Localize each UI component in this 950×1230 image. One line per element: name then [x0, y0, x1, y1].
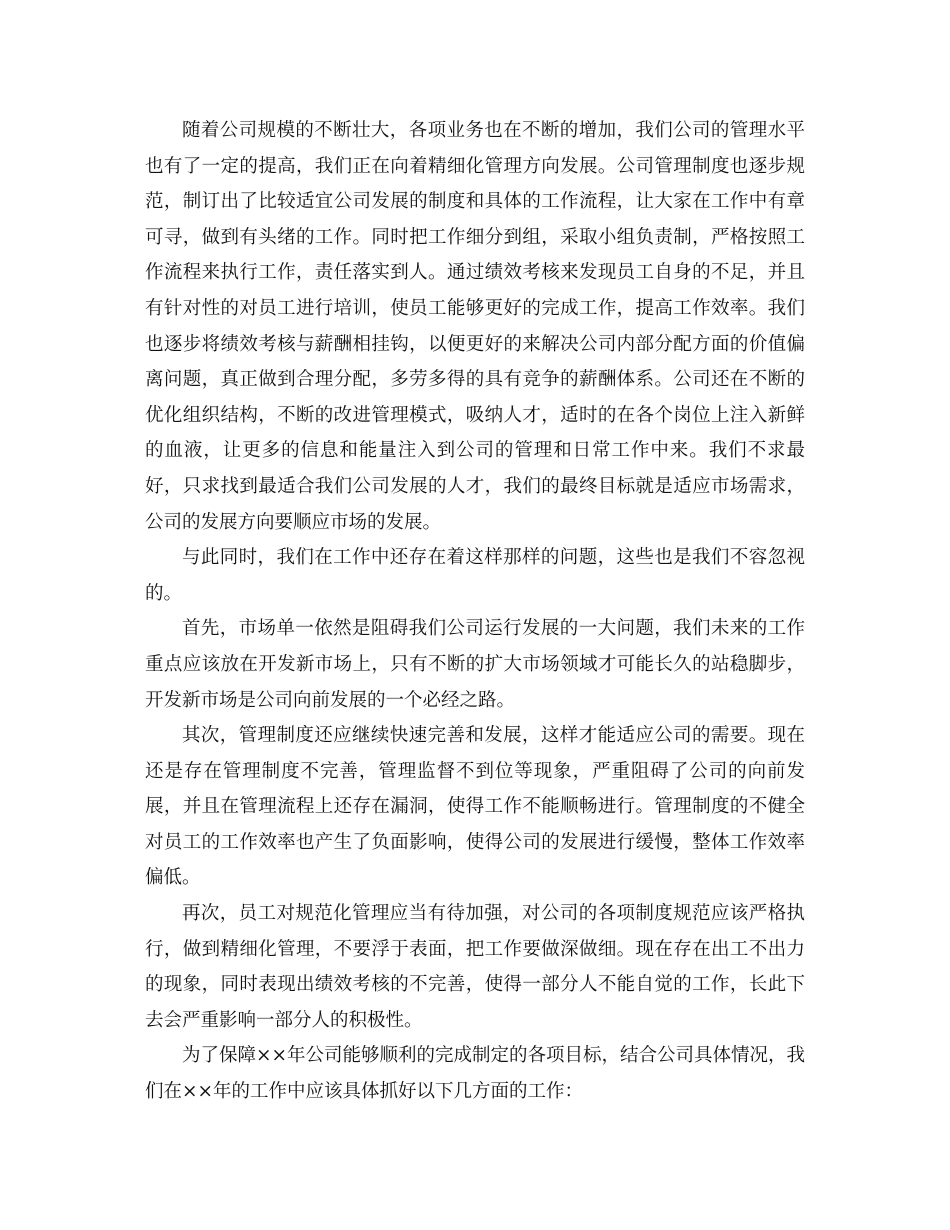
- paragraph-first-market: 首先，市场单一依然是阻碍我们公司运行发展的一大问题，我们未来的工作重点应该放在开发新市场上，只有不断的扩大市场领域才可能长久的站稳脚步，开发新市场是公司向前发展的一个必经之路。: [145, 618, 805, 711]
- paragraph-company-growth: 随着公司规模的不断壮大，各项业务也在不断的增加，我们公司的管理水平也有了一定的提高，我们正在向着精细化管理方向发展。公司管理制度也逐步规范，制订出了比较适宜公司发展的制度和具体的工作流程，让大家在工作中有章可寻，做到有头绪的工作。同时把工作细分到组，采取小组负责制，严格按照工作流程来执行工作，责任落实到人。通过绩效考核来发现员工自身的不足，并且有针对性的对员工进行培训，使员工能够更好的完成工作，提高工作效率。我们也逐步将绩效考核与薪酬相挂钩，以便更好的来解决公司内部分配方面的价值偏离问题，真正做到合理分配，多劳多得的具有竞争的薪酬体系。公司还在不断的优化组织结构，不断的改进管理模式，吸纳人才，适时的在各个岗位上注入新鲜的血液，让更多的信息和能量注入到公司的管理和日常工作中来。我们不求最好，只求找到最适合我们公司发展的人才，我们的最终目标就是适应市场需求，公司的发展方向要顺应市场的发展。: [145, 120, 805, 533]
- paragraph-third-standardization: 再次，员工对规范化管理应当有待加强，对公司的各项制度规范应该严格执行，做到精细化管理，不要浮于表面，把工作要做深做细。现在存在出工不出力的现象，同时表现出绩效考核的不完善，使得一部分人不能自觉的工作，长此下去会严重影响一部分人的积极性。: [145, 903, 805, 1031]
- paragraph-existing-problems: 与此同时，我们在工作中还存在着这样那样的问题，这些也是我们不容忽视的。: [145, 547, 805, 604]
- paragraph-goals-intro: 为了保障××年公司能够顺利的完成制定的各项目标，结合公司具体情况，我们在××年的工作中应该具体抓好以下几方面的工作：: [145, 1045, 806, 1103]
- paragraph-second-management: 其次，管理制度还应继续快速完善和发展，这样才能适应公司的需要。现在还是存在管理制度不完善，管理监督不到位等现象，严重阻碍了公司的向前发展，并且在管理流程上还存在漏洞，使得工作不能顺畅进行。管理制度的不健全对员工的工作效率也产生了负面影响，使得公司的发展进行缓慢，整体工作效率偏低。: [145, 725, 805, 889]
- document-body: [145, 113, 805, 1110]
